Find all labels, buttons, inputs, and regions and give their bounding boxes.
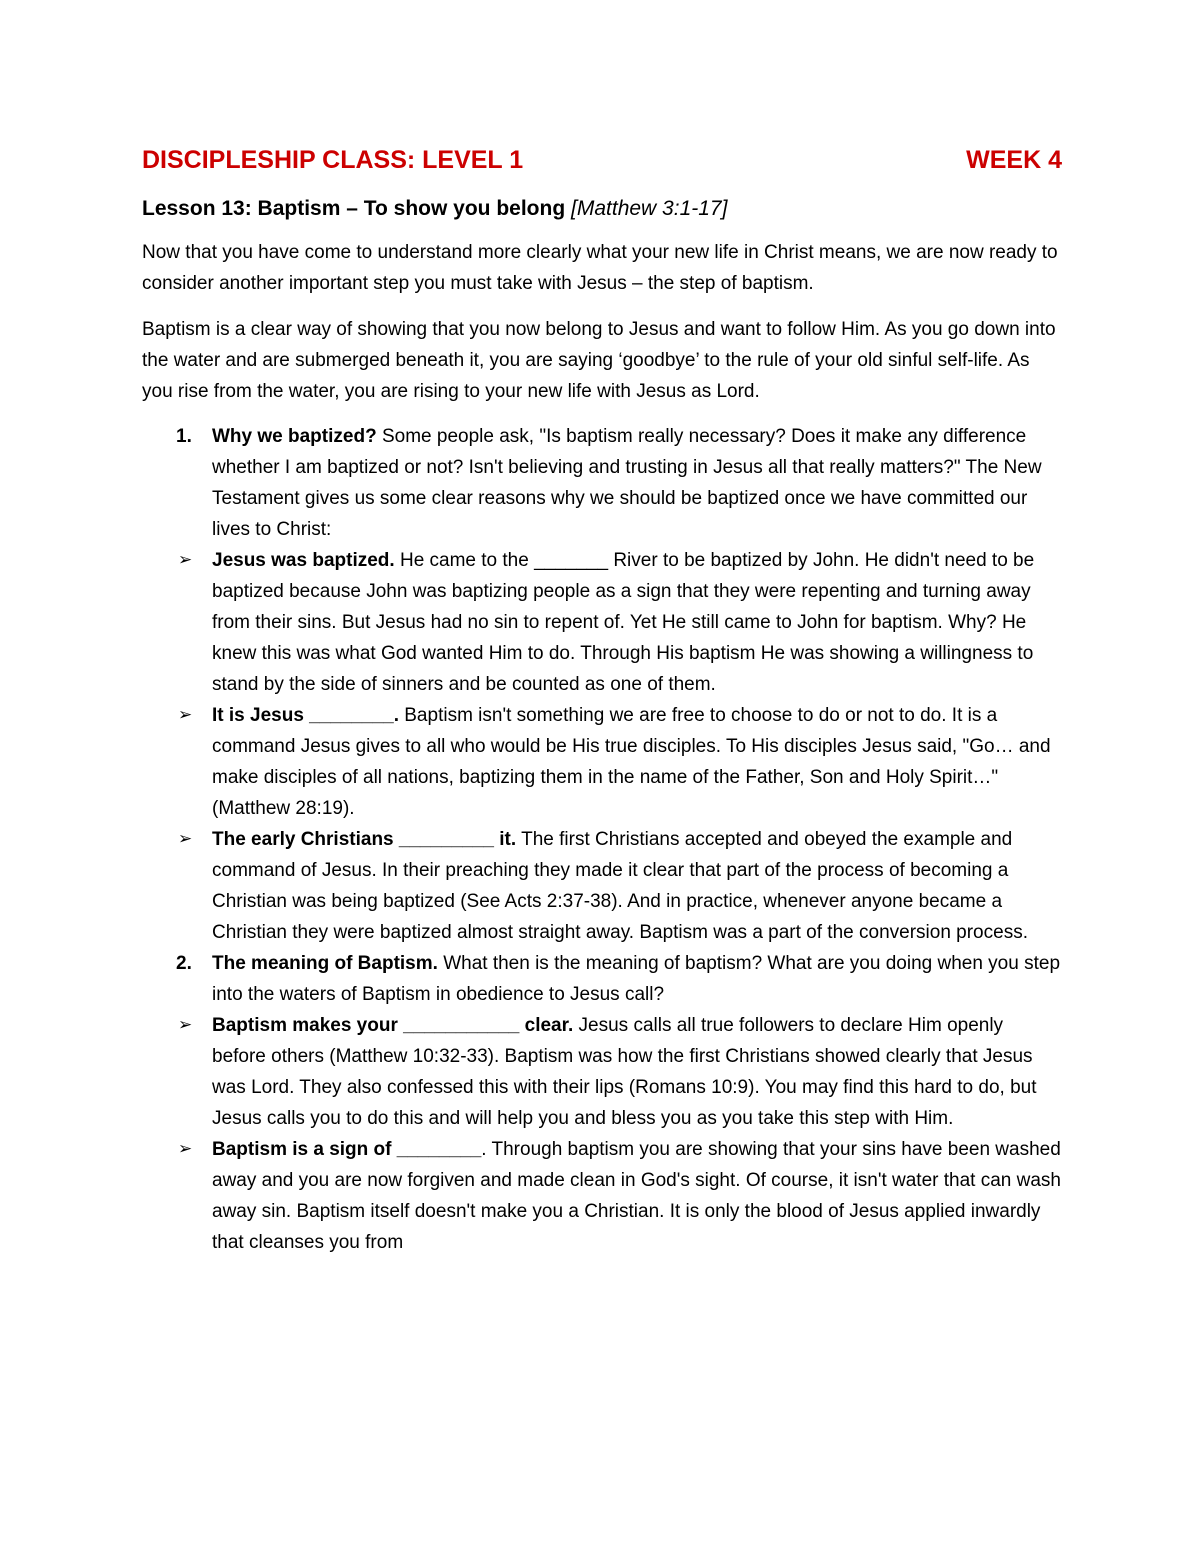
- arrow-bullet-icon: ➢: [178, 1015, 193, 1035]
- sub-item-heading: Baptism is a sign of ________: [212, 1139, 482, 1160]
- sub-item-text: [212, 1010, 1062, 1134]
- sub-item-text: [212, 700, 1062, 824]
- sub-item-heading: It is Jesus ________.: [212, 705, 399, 726]
- sub-item-text: [212, 545, 1062, 700]
- list-item-meaning-of-baptism: [142, 948, 1062, 1010]
- document-page: [142, 140, 1062, 1258]
- sub-item: [142, 1010, 1062, 1134]
- sub-item-body: Baptism isn't something we are free to choose to do or not to do. It is a command Jesus gives to all who would be His true disciples. To His disciples Jesus said, "Go… and make disciples of all nations, baptizing them in the name of the Father, Son and Holy Spirit…" (Matthew 28:19).: [212, 705, 1051, 819]
- list-item-body: What then is the meaning of baptism? What are you doing when you step into the waters of Baptism in obedience to Jesus call?: [212, 953, 1061, 1005]
- sub-item: [142, 1134, 1062, 1258]
- sub-item: [142, 545, 1062, 700]
- sub-item-heading: Jesus was baptized.: [212, 550, 395, 571]
- sub-item-body: The first Christians accepted and obeyed the example and command of Jesus. In their preaching they made it clear that part of the process of becoming a Christian was being baptized (See Acts 2:37-38). And in practice, whenever anyone became a Christian they were baptized almost straight away. Baptism was a part of the conversion process.: [212, 829, 1028, 943]
- list-item-why-baptized: [142, 421, 1062, 545]
- list-number: 2.: [176, 953, 192, 974]
- list-item-heading: The meaning of Baptism.: [212, 953, 438, 974]
- week-label: WEEK 4: [966, 146, 1062, 174]
- sub-item-heading: Baptism makes your ___________ clear.: [212, 1015, 574, 1036]
- list-item-body: Some people ask, "Is baptism really necessary? Does it make any difference whether I am baptized or not? Isn't believing and trusting in Jesus all that really matters?" The New Testament gives us some clear reasons why we should be baptized once we have committed our lives to Christ:: [212, 426, 1042, 540]
- sub-item-text: [212, 1134, 1062, 1258]
- sub-item: [142, 700, 1062, 824]
- sub-list-meaning-of-baptism: [142, 1010, 1062, 1258]
- list-item-heading: Why we baptized?: [212, 426, 377, 447]
- sub-item-text: [212, 824, 1062, 948]
- arrow-bullet-icon: ➢: [178, 1139, 193, 1159]
- arrow-bullet-icon: ➢: [178, 829, 193, 849]
- lesson-title: [142, 197, 1062, 221]
- document-header: [142, 146, 1062, 175]
- sub-item: [142, 824, 1062, 948]
- arrow-bullet-icon: ➢: [178, 550, 193, 570]
- list-item-text: [212, 948, 1062, 1010]
- list-item-text: [212, 421, 1062, 545]
- sub-item-body: Jesus calls all true followers to declare Him openly before others (Matthew 10:32-33). Baptism was how the first Christians showed clearly that Jesus was Lord. They also confessed this with their lips (Romans 10:9). You may find this hard to do, but Jesus calls you to do this and will help you and bless you as you take this step with Him.: [212, 1015, 1037, 1129]
- sub-list-why-baptized: [142, 545, 1062, 948]
- lesson-reference: [Matthew 3:1-17]: [571, 197, 728, 220]
- sub-item-body: . Through baptism you are showing that your sins have been washed away and you are now forgiven and made clean in God's sight. Of course, it isn't water that can wash away sin. Baptism itself doesn't make you a Christian. It is only the blood of Jesus applied inwardly that cleanses you from: [212, 1139, 1061, 1253]
- class-title: DISCIPLESHIP CLASS: LEVEL 1: [142, 146, 524, 174]
- sub-item-heading: The early Christians _________ it.: [212, 829, 517, 850]
- lesson-title-text: Lesson 13: Baptism – To show you belong: [142, 197, 566, 220]
- numbered-list: [142, 421, 1062, 1258]
- intro-paragraph-1: Now that you have come to understand more clearly what your new life in Christ means, we are now ready to consider another important step you must take with Jesus – the step of baptism.: [142, 242, 1058, 294]
- list-number: 1.: [176, 426, 192, 447]
- sub-item-body: He came to the _______ River to be baptized by John. He didn't need to be baptized because John was baptizing people as a sign that they were repenting and turning away from their sins. But Jesus had no sin to repent of. Yet He still came to John for baptism. Why? He knew this was what God wanted Him to do. Through His baptism He was showing a willingness to stand by the side of sinners and be counted as one of them.: [212, 550, 1035, 695]
- arrow-bullet-icon: ➢: [178, 705, 193, 725]
- intro-paragraph-2: Baptism is a clear way of showing that you now belong to Jesus and want to follow Him. As you go down into the water and are submerged beneath it, you are saying ‘goodbye’ to the rule of your old sinful self-life. As you rise from the water, you are rising to your new life with Jesus as Lord.: [142, 319, 1056, 402]
